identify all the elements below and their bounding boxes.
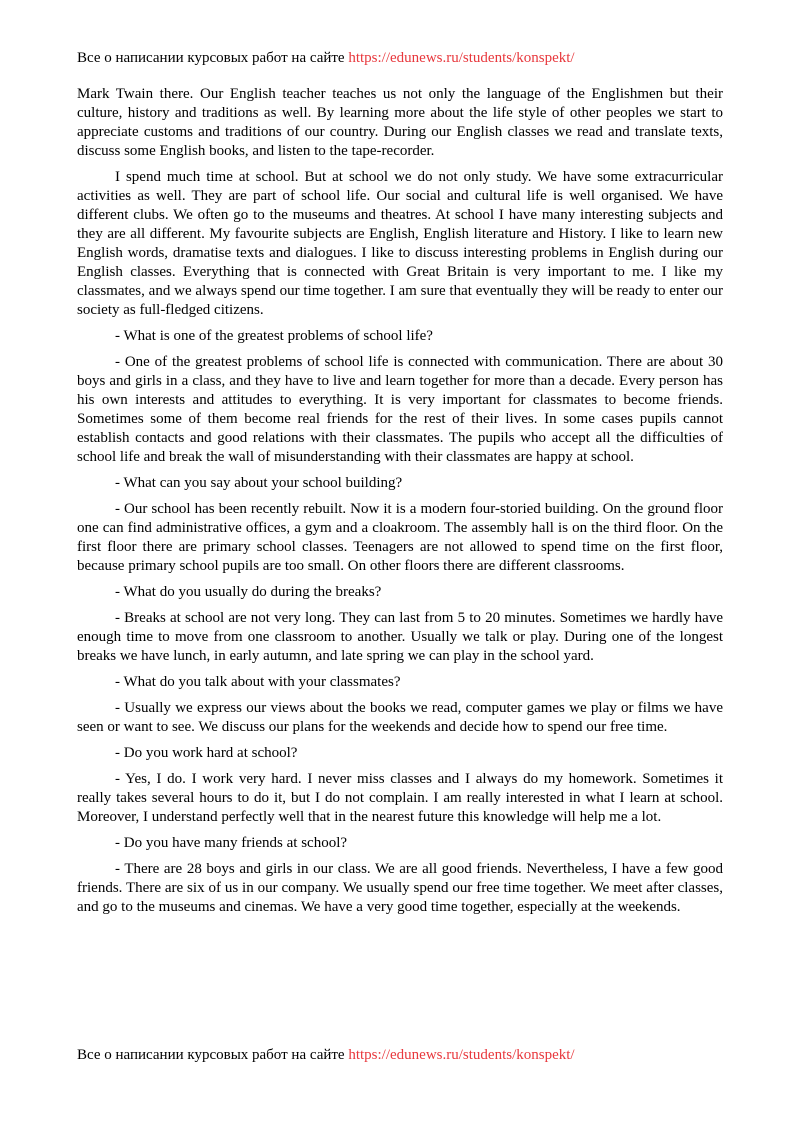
question: - What do you usually do during the breaks?	[115, 584, 382, 600]
footer-text: Все о написании курсовых работ на сайте	[77, 1047, 349, 1063]
paragraph: I spend much time at school. But at school we do not only study. We have some extracurricular activities as well. They are part of school life. Our social and cultural life is well organised. We have different clubs. We often go to the museums and theatres. At school I have many interesting subjects and they are all different. My favourite subjects are English, English literature and History. I like to learn new English words, dramatise texts and dialogues. I like to discuss interesting problems in English during our English classes. Everything that is connected with Great Britain is very important to me. I like my classmates, and we always spend our time together. I am sure that eventually they will be ready to enter our society as full-fledged citizens.	[77, 169, 723, 318]
answer: - Yes, I do. I work very hard. I never miss classes and I always do my homework. Sometimes it really takes several hours to do it, but I do not complain. I am really interested in what I learn at school. Moreover, I understand perfectly well that in the nearest future this knowledge will help me a lot.	[77, 771, 723, 825]
header-link[interactable]: https://edunews.ru/students/konspekt/	[348, 50, 575, 66]
answer: - Breaks at school are not very long. They can last from 5 to 20 minutes. Sometimes we hardly have enough time to move from one classroom to another. Usually we talk or play. During one of the longest breaks we have lunch, in early autumn, and late spring we can play in the school yard.	[77, 610, 723, 664]
answer: - Usually we express our views about the books we read, computer games we play or films we have seen or want to see. We discuss our plans for the weekends and decide how to spend our free time.	[77, 700, 723, 735]
question: - What is one of the greatest problems of school life?	[115, 328, 433, 344]
answer: - There are 28 boys and girls in our class. We are all good friends. Nevertheless, I have a few good friends. There are six of us in our company. We usually spend our free time together. We meet after classes, and go to the museums and cinemas. We have a very good time together, especially at the weekends.	[77, 861, 723, 915]
answer: - One of the greatest problems of school life is connected with communication. There are about 30 boys and girls in a class, and they have to live and learn together for more than a decade. Every person has his own interests and attitudes to everything. It is very important for classmates to become friends. Sometimes some of them become real friends for the rest of their lives. In some cases pupils cannot establish contacts and good relations with their classmates. The pupils who accept all the difficulties of school life and break the wall of misunderstanding with their classmates are happy at school.	[77, 354, 723, 465]
page-header	[77, 49, 575, 67]
question: - Do you work hard at school?	[115, 745, 298, 761]
question: - What can you say about your school building?	[115, 475, 403, 491]
paragraph: Mark Twain there. Our English teacher teaches us not only the language of the Englishmen but their culture, history and traditions as well. By learning more about the life style of other peoples we start to appreciate customs and traditions of our country. During our English classes we read and translate texts, discuss some English books, and listen to the tape-recorder.	[77, 86, 723, 159]
header-text: Все о написании курсовых работ на сайте	[77, 50, 349, 66]
question: - What do you talk about with your classmates?	[115, 674, 401, 690]
document-body	[77, 85, 723, 924]
page-footer	[77, 1046, 575, 1064]
footer-link[interactable]: https://edunews.ru/students/konspekt/	[348, 1047, 575, 1063]
question: - Do you have many friends at school?	[115, 835, 348, 851]
answer: - Our school has been recently rebuilt. Now it is a modern four-storied building. On the ground floor one can find administrative offices, a gym and a cloakroom. The assembly hall is on the third floor. On the first floor there are primary school classes. Teenagers are not allowed to spend time on the first floor, because primary school pupils are too small. On other floors there are different classrooms.	[77, 501, 723, 574]
